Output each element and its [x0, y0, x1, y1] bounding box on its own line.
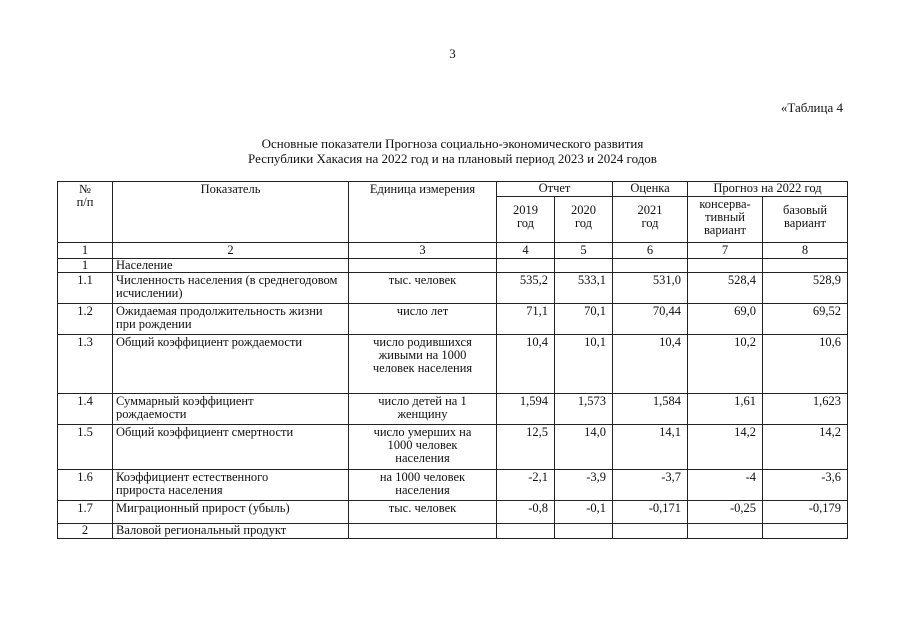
title-line-1: Основные показатели Прогноза социально-экономического развития — [261, 136, 644, 151]
row-num: 1 — [58, 259, 113, 273]
header-base: базовый вариант — [763, 197, 848, 243]
row-base: -0,179 — [763, 501, 848, 524]
row-conservative: 1,61 — [688, 394, 763, 425]
col-number: 8 — [763, 243, 848, 259]
row-base — [763, 524, 848, 539]
row-2019: -2,1 — [497, 470, 555, 501]
row-2021 — [613, 259, 688, 273]
row-2021: 1,584 — [613, 394, 688, 425]
row-2020: 533,1 — [555, 273, 613, 304]
row-conservative: 10,2 — [688, 335, 763, 394]
row-conservative: -0,25 — [688, 501, 763, 524]
row-num: 2 — [58, 524, 113, 539]
row-base: 10,6 — [763, 335, 848, 394]
row-2020 — [555, 259, 613, 273]
row-num: 1.1 — [58, 273, 113, 304]
row-unit — [349, 524, 497, 539]
row-2021: -0,171 — [613, 501, 688, 524]
page-number: 3 — [449, 46, 456, 61]
row-num: 1.7 — [58, 501, 113, 524]
header-report: Отчет — [497, 182, 613, 197]
row-base: 14,2 — [763, 425, 848, 470]
row-2019: 535,2 — [497, 273, 555, 304]
row-name: Валовой региональный продукт — [113, 524, 349, 539]
row-base: -3,6 — [763, 470, 848, 501]
header-forecast: Прогноз на 2022 год — [688, 182, 848, 197]
row-2021: 70,44 — [613, 304, 688, 335]
header-indicator: Показатель — [113, 182, 349, 243]
column-numbers-row — [58, 243, 848, 259]
row-num: 1.6 — [58, 470, 113, 501]
row-unit: тыс. человек — [349, 501, 497, 524]
row-2020 — [555, 524, 613, 539]
row-unit — [349, 259, 497, 273]
row-2020: -3,9 — [555, 470, 613, 501]
row-unit: на 1000 человек населения — [349, 470, 497, 501]
row-2020: 70,1 — [555, 304, 613, 335]
title-line-2: Республики Хакасия на 2022 год и на плановый период 2023 и 2024 годов — [248, 151, 657, 166]
row-2019: 12,5 — [497, 425, 555, 470]
row-2020: 14,0 — [555, 425, 613, 470]
document-title — [0, 136, 905, 166]
row-2021: 10,4 — [613, 335, 688, 394]
header-num — [58, 182, 113, 243]
row-conservative: -4 — [688, 470, 763, 501]
table-row — [58, 304, 848, 335]
col-number: 2 — [113, 243, 349, 259]
table-row — [58, 259, 848, 273]
row-2019: -0,8 — [497, 501, 555, 524]
row-2019 — [497, 524, 555, 539]
row-num: 1.5 — [58, 425, 113, 470]
table-row — [58, 335, 848, 394]
table-row — [58, 273, 848, 304]
row-2021: -3,7 — [613, 470, 688, 501]
row-2020: 10,1 — [555, 335, 613, 394]
table-row — [58, 394, 848, 425]
row-2019: 71,1 — [497, 304, 555, 335]
table-row — [58, 501, 848, 524]
header-conservative: консерва-тивный вариант — [688, 197, 763, 243]
row-2021 — [613, 524, 688, 539]
row-base — [763, 259, 848, 273]
row-2021: 14,1 — [613, 425, 688, 470]
col-number: 4 — [497, 243, 555, 259]
row-unit: число лет — [349, 304, 497, 335]
row-base: 1,623 — [763, 394, 848, 425]
row-conservative — [688, 524, 763, 539]
row-num: 1.3 — [58, 335, 113, 394]
header-estimate: Оценка — [613, 182, 688, 197]
table-row — [58, 524, 848, 539]
header-unit: Единица измерения — [349, 182, 497, 243]
row-conservative: 528,4 — [688, 273, 763, 304]
row-conservative: 69,0 — [688, 304, 763, 335]
header-num-pp: п/п — [76, 195, 94, 209]
table-row — [58, 425, 848, 470]
row-base: 69,52 — [763, 304, 848, 335]
row-unit: число родившихся живыми на 1000 человек населения — [349, 335, 497, 394]
row-2020: 1,573 — [555, 394, 613, 425]
col-number: 6 — [613, 243, 688, 259]
row-conservative: 14,2 — [688, 425, 763, 470]
row-name: Население — [113, 259, 349, 273]
row-2020: -0,1 — [555, 501, 613, 524]
header-year-2019: 2019 год — [497, 197, 555, 243]
row-name: Общий коэффициент смертности — [113, 425, 349, 470]
row-num: 1.2 — [58, 304, 113, 335]
col-number: 3 — [349, 243, 497, 259]
row-unit: тыс. человек — [349, 273, 497, 304]
col-number: 1 — [58, 243, 113, 259]
row-2019: 10,4 — [497, 335, 555, 394]
row-2019 — [497, 259, 555, 273]
header-num-sign: № — [79, 182, 91, 196]
row-2021: 531,0 — [613, 273, 688, 304]
row-name: Численность населения (в среднегодовом исчислении) — [113, 273, 349, 304]
row-name: Миграционный прирост (убыль) — [113, 501, 349, 524]
header-year-2021: 2021 год — [613, 197, 688, 243]
indicators-table — [57, 181, 848, 539]
row-unit: число умерших на 1000 человек населения — [349, 425, 497, 470]
col-number: 5 — [555, 243, 613, 259]
row-name: Общий коэффициент рождаемости — [113, 335, 349, 394]
row-name: Суммарный коэффициент рождаемости — [113, 394, 349, 425]
row-name: Коэффициент естественного прироста населения — [113, 470, 349, 501]
row-base: 528,9 — [763, 273, 848, 304]
row-name: Ожидаемая продолжительность жизни при рождении — [113, 304, 349, 335]
header-row-1 — [58, 182, 848, 197]
table-row — [58, 470, 848, 501]
row-conservative — [688, 259, 763, 273]
col-number: 7 — [688, 243, 763, 259]
table-reference: «Таблица 4 — [780, 100, 843, 115]
row-num: 1.4 — [58, 394, 113, 425]
row-2019: 1,594 — [497, 394, 555, 425]
header-year-2020: 2020 год — [555, 197, 613, 243]
row-unit: число детей на 1 женщину — [349, 394, 497, 425]
